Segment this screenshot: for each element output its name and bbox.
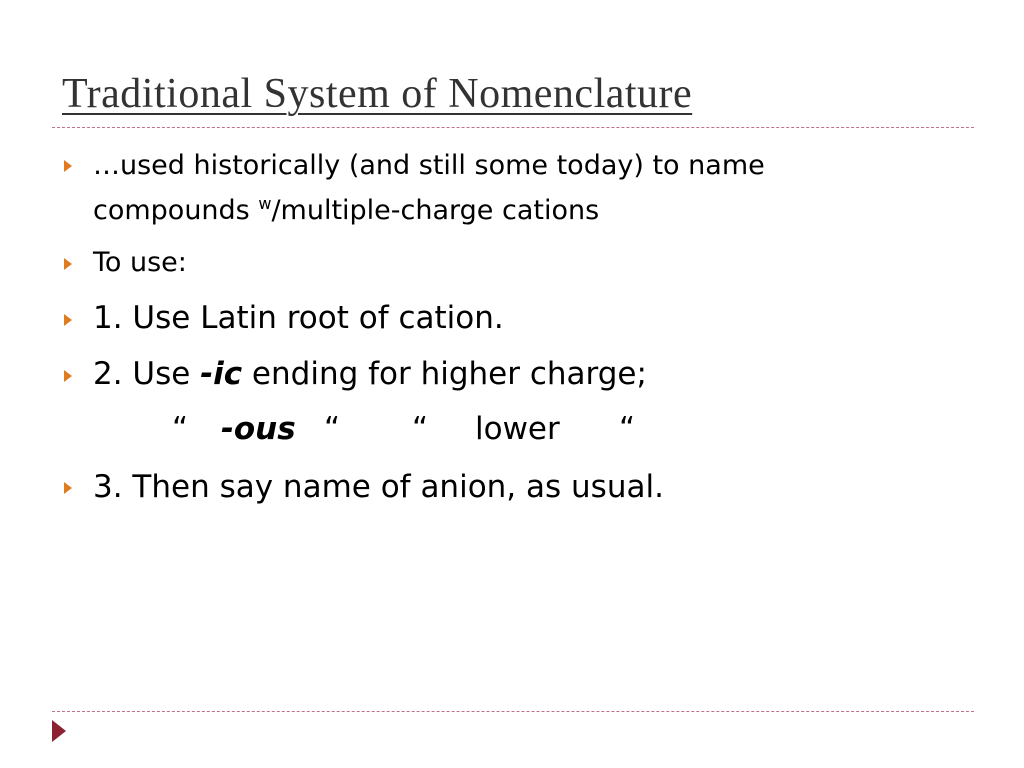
bullet-1-superscript: w (258, 194, 272, 213)
footer-divider (52, 711, 974, 712)
bullet-4 (93, 356, 647, 392)
bullet-4-ic-suffix: -ic (200, 356, 243, 392)
corner-triangle-icon (52, 720, 66, 742)
ditto-mark-1: “ (172, 411, 189, 447)
bullet-2: To use: (93, 247, 187, 278)
triangle-bullet-icon (64, 160, 72, 172)
ous-suffix: -ous (221, 411, 296, 447)
bullet-4-post: ending for higher charge; (242, 356, 647, 392)
triangle-bullet-icon (64, 482, 72, 494)
bullet-3: 1. Use Latin root of cation. (93, 300, 504, 336)
triangle-bullet-icon (64, 258, 72, 270)
bullet-4-pre: 2. Use (93, 356, 201, 392)
bullet-1-line-2-pre: compounds (93, 195, 259, 226)
lower-word: lower (475, 411, 560, 447)
ditto-mark-4: “ (619, 411, 636, 447)
ditto-mark-2: “ (324, 411, 341, 447)
bullet-1-line-1: …used historically (and still some today) to name (93, 150, 765, 181)
slide-title: Traditional System of Nomenclature (62, 71, 693, 117)
title-divider (52, 127, 974, 128)
triangle-bullet-icon (64, 370, 72, 382)
bullet-6: 3. Then say name of anion, as usual. (93, 469, 664, 505)
triangle-bullet-icon (64, 314, 72, 326)
ditto-mark-3: “ (412, 411, 429, 447)
bullet-1-line-2-post: /multiple-charge cations (271, 195, 600, 226)
bullet-1-line-2 (93, 194, 599, 226)
